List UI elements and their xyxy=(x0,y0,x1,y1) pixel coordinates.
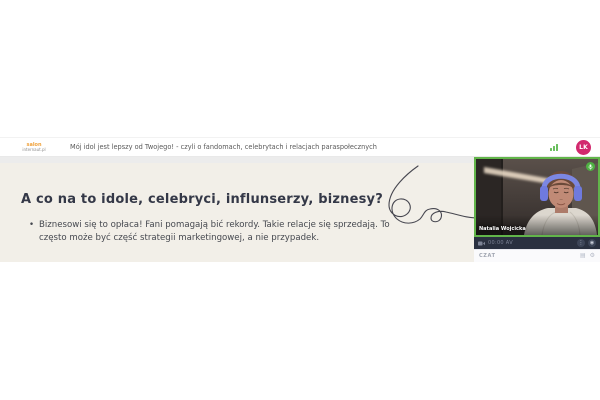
top-bar xyxy=(0,137,600,157)
av-timer: 00:00 AV xyxy=(488,240,513,246)
participant-name-label: Natalia Wojcicka xyxy=(479,226,526,232)
user-avatar[interactable]: LK xyxy=(576,140,591,155)
meeting-panel xyxy=(474,157,600,262)
audio-settings-icon[interactable]: ◉ xyxy=(589,240,595,246)
chat-header-icons xyxy=(580,253,595,259)
top-bar-right xyxy=(550,140,600,155)
organizer-logo[interactable] xyxy=(14,142,54,153)
av-control-bar xyxy=(474,237,600,249)
doodle-squiggle-decoration xyxy=(374,163,474,262)
main-area xyxy=(0,157,600,262)
logo-text-bottom: internaut.pl xyxy=(22,146,46,152)
chat-panel-header[interactable] xyxy=(474,249,600,262)
more-options-icon[interactable]: ⋮ xyxy=(578,240,584,246)
logo-text-top: salon xyxy=(26,141,42,148)
webinar-title: Mój idol jest lepszy od Twojego! - czyli o fandomach, celebrytach i relacjach paraspołecznych xyxy=(70,143,377,151)
mic-on-icon[interactable] xyxy=(586,162,595,171)
presentation-slide[interactable] xyxy=(0,163,474,262)
webcam-video-frame xyxy=(476,159,598,235)
notes-icon[interactable]: ▤ xyxy=(579,252,586,259)
chat-settings-icon[interactable]: ⚙ xyxy=(589,252,595,259)
connection-signal-icon xyxy=(550,144,558,151)
camera-icon xyxy=(478,241,485,246)
controlbar-icons xyxy=(577,239,596,247)
webcam-feed[interactable] xyxy=(474,157,600,237)
chat-tab-label[interactable]: CZAT xyxy=(479,253,496,259)
slide-heading: A co na to idole, celebryci, influnserzy, biznesy? xyxy=(21,192,383,207)
slide-bullet: • Biznesowi się to opłaca! Fani pomagają bić rekordy. Takie relacje się sprzedają. To często może być część strategii marketingowej, a nie przypadek. xyxy=(29,219,419,246)
slide-bullet-list xyxy=(29,219,419,246)
